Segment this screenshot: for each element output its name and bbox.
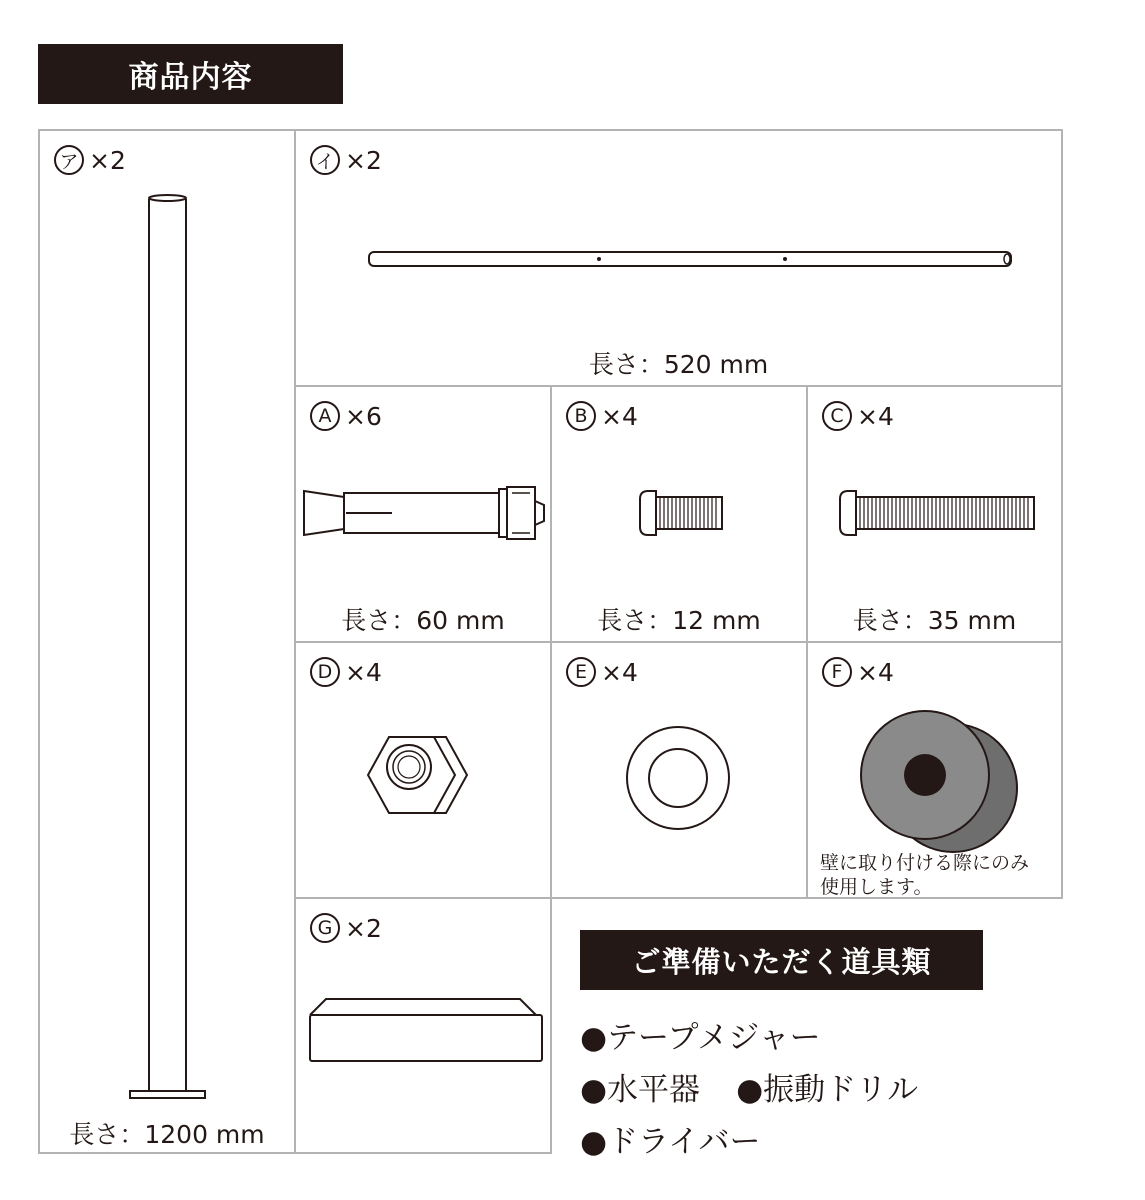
part-length: 長さ：520 mm xyxy=(588,350,769,379)
part-mark: C xyxy=(822,401,852,431)
part-quantity: ×6 xyxy=(345,401,382,431)
part-cell-E xyxy=(550,641,808,899)
part-cell-F xyxy=(806,641,1063,899)
spacer-note-line2: 使用します。 xyxy=(820,876,933,898)
tool-list-row-1 xyxy=(580,1012,821,1057)
part-cell-D xyxy=(294,641,552,899)
part-mark: D xyxy=(310,657,340,687)
part-mark: E xyxy=(566,657,596,687)
part-quantity: ×4 xyxy=(601,401,638,431)
pole-illustration xyxy=(40,131,298,1156)
part-quantity: ×2 xyxy=(89,145,126,175)
washer-illustration xyxy=(552,643,810,901)
part-cell-G xyxy=(294,897,552,1154)
part-mark: B xyxy=(566,401,596,431)
spacer-note-line1: 壁に取り付ける際にのみ xyxy=(820,852,1030,874)
part-quantity: ×4 xyxy=(857,401,894,431)
part-mark: G xyxy=(310,913,340,943)
tool-item: ●水平器 xyxy=(580,1072,701,1108)
tools-title: ご準備いただく道具類 xyxy=(631,944,932,979)
part-mark: ア xyxy=(54,145,84,175)
tool-item: ●振動ドリル xyxy=(736,1072,919,1108)
part-mark: F xyxy=(822,657,852,687)
part-length: 長さ：12 mm xyxy=(597,606,761,635)
part-cell-i-kana xyxy=(294,129,1063,387)
part-quantity: ×4 xyxy=(345,657,382,687)
contents-title: 商品内容 xyxy=(128,60,253,95)
part-length: 長さ：60 mm xyxy=(341,606,505,635)
part-quantity: ×4 xyxy=(857,657,894,687)
part-quantity: ×4 xyxy=(601,657,638,687)
part-cell-A xyxy=(294,385,552,643)
tools-title-banner xyxy=(580,930,983,990)
tool-list-row-2 xyxy=(580,1064,918,1109)
foot-cap-illustration xyxy=(296,899,554,1156)
part-cell-B xyxy=(550,385,808,643)
part-cell-a-kana xyxy=(38,129,296,1154)
tool-item: ●テープメジャー xyxy=(580,1020,821,1056)
tool-item: ●ドライバー xyxy=(580,1124,761,1160)
contents-title-banner xyxy=(38,44,343,104)
part-quantity: ×2 xyxy=(345,145,382,175)
part-quantity: ×2 xyxy=(345,913,382,943)
hex-nut-illustration xyxy=(296,643,554,901)
spacer-note xyxy=(820,851,1029,899)
part-length: 長さ：35 mm xyxy=(852,606,1017,635)
part-length: 長さ：1200 mm xyxy=(69,1120,265,1149)
tool-list-row-3 xyxy=(580,1116,761,1161)
part-mark: A xyxy=(310,401,340,431)
part-mark: イ xyxy=(310,145,340,175)
part-cell-C xyxy=(806,385,1063,643)
